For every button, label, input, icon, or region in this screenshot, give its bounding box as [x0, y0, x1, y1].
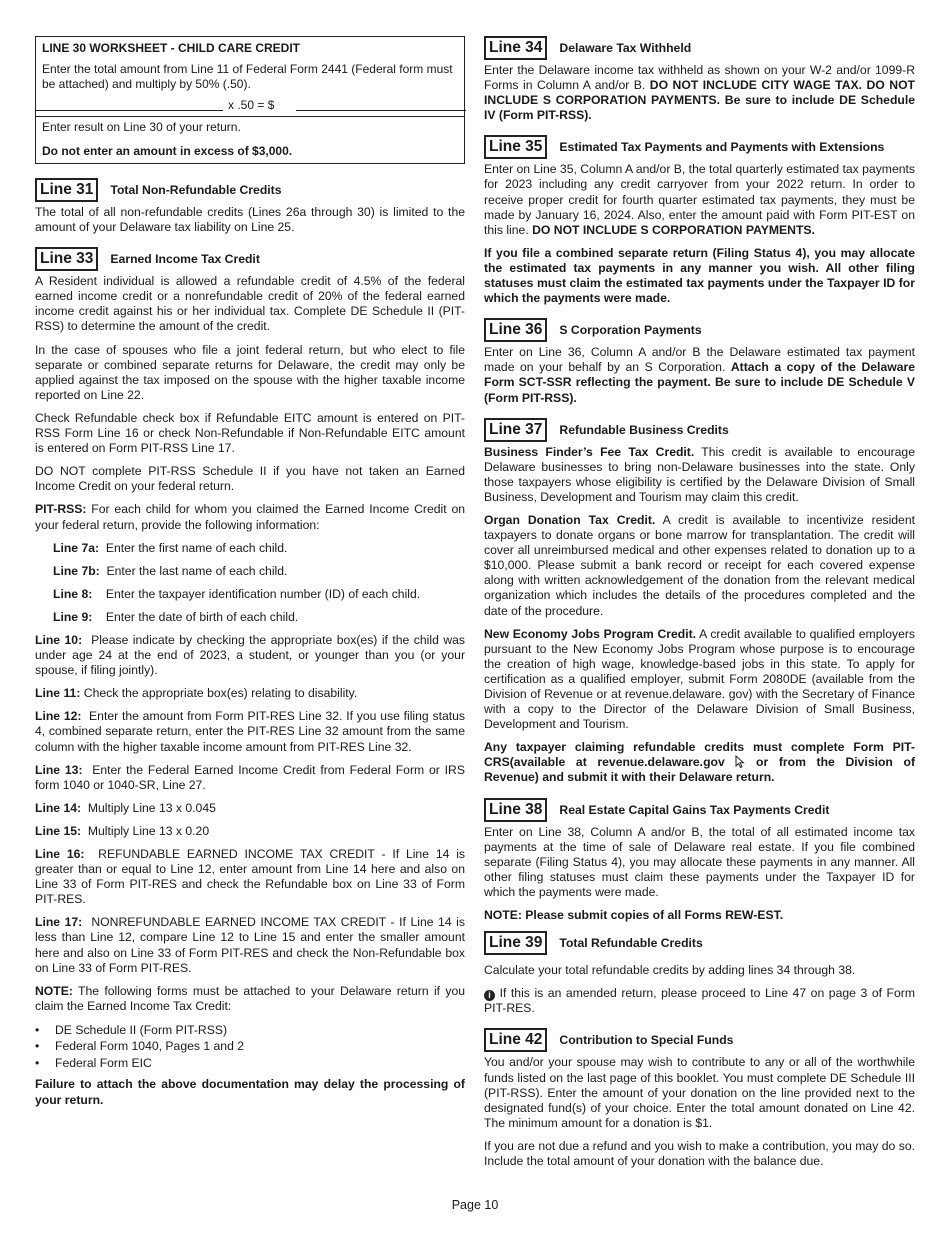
- line42-para-2: If you are not due a refund and you wish to make a contribution, you may do so. Include the total amount of your donation with the balance due.: [484, 1138, 915, 1168]
- line15-text: Multiply Line 13 x 0.20: [87, 823, 210, 838]
- line33-para-1: A Resident individual is allowed a refundable credit of 4.5% of the federal earned income credit or a nonrefundable credit of 20% of the federal earned income credit against his or her individual tax. Complete DE Schedule II (PIT-RSS) to determine the amount of the credit.: [35, 274, 465, 334]
- worksheet-amount-line: [36, 110, 223, 111]
- line38-note: NOTE: Please submit copies of all Forms REW-EST.: [484, 908, 784, 923]
- line35-title: Estimated Tax Payments and Payments with Extensions: [559, 140, 885, 155]
- line39-heading: [484, 931, 915, 955]
- pitrss-para: [35, 502, 465, 532]
- line10-item: [35, 633, 465, 678]
- business-finders-fee-text: This credit is available to encourage Delaware businesses to bring non-Delaware businesses into the state. Only those taxpayers whose eligibility is certified by the Delaware Division of Small Business, Development and Tourism may claim this credit.: [484, 444, 915, 504]
- line34-heading: [484, 36, 915, 60]
- line7b-item: [53, 564, 465, 579]
- line11-item: [35, 686, 465, 701]
- line38-heading: [484, 798, 915, 822]
- line8-item: [53, 587, 465, 602]
- list-item: • Federal Form EIC: [35, 1055, 465, 1072]
- line39-amended-text: If this is an amended return, please proceed to Line 47 on page 3 of Form PIT-RES.: [484, 986, 915, 1016]
- line11-text: Check the appropriate box(es) relating to disability.: [83, 686, 358, 701]
- line33-para-4: DO NOT complete PIT-RSS Schedule II if you have not taken an Earned Income Credit on your federal return.: [35, 464, 465, 494]
- line7b-label: Line 7b:: [53, 563, 100, 578]
- line34-text: [484, 63, 915, 123]
- line36-text: [484, 345, 915, 405]
- line37-heading: [484, 418, 915, 442]
- organ-donation-text: A credit is available to incentivize resident taxpayers to donate organs or bone marrow for transplantation. The credit will cover all unreimbursed medical and other expenses related to donation up to a $10,000. Please submit a bank record or receipt for each covered expense along with written acknowledgement of the donation from the relevant medical organization which includes the details of the procedures completed and the date of the procedure.: [484, 512, 915, 618]
- line10-label: Line 10:: [35, 632, 83, 647]
- worksheet-limit-note: Do not enter an amount in excess of $3,000.: [42, 144, 293, 158]
- worksheet-title: LINE 30 WORKSHEET - CHILD CARE CREDIT: [42, 41, 301, 55]
- list-item: • DE Schedule II (Form PIT-RSS): [35, 1022, 465, 1039]
- line8-label: Line 8:: [53, 586, 93, 601]
- line34-text-plain: Enter the Delaware income tax withheld as shown on your W-2 and/or 1099-R Forms in Column A and/or B.: [484, 63, 915, 93]
- line34-box: Line 34: [484, 36, 547, 60]
- info-icon: i: [484, 990, 495, 1001]
- worksheet-calculation: [36, 92, 464, 114]
- right-column: [484, 36, 915, 1177]
- required-forms-list: [35, 1022, 465, 1072]
- business-finders-fee-para: [484, 445, 915, 505]
- line16-text: REFUNDABLE EARNED INCOME TAX CREDIT - If Line 14 is greater than or equal to Line 12, enter amount from Line 14 here and also on Line 33 of Form PIT-RES and check the Refundable box on Line 33 of Form PIT-RES.: [35, 847, 465, 907]
- line7a-text: Enter the first name of each child.: [105, 540, 288, 555]
- line33-title: Earned Income Tax Credit: [110, 252, 260, 267]
- new-economy-jobs-para: [484, 627, 915, 733]
- refundable-credits-text-b: or from the Division of Revenue) and submit it with their Delaware return.: [484, 755, 916, 785]
- new-economy-jobs-label: New Economy Jobs Program Credit.: [484, 626, 697, 641]
- line31-text: The total of all non-refundable credits (Lines 26a through 30) is limited to the amount of your Delaware tax liability on Line 25.: [35, 205, 465, 235]
- worksheet-result-line: [296, 110, 466, 111]
- line7b-text: Enter the last name of each child.: [106, 563, 288, 578]
- line9-label: Line 9:: [53, 609, 93, 624]
- line11-label: Line 11:: [35, 686, 81, 701]
- line16-item: [35, 847, 465, 907]
- line31-title: Total Non-Refundable Credits: [110, 183, 282, 197]
- line9-text: Enter the date of birth of each child.: [105, 609, 299, 624]
- note-text: The following forms must be attached to your Delaware return if you claim the Earned Income Tax Credit:: [35, 983, 465, 1013]
- note-para: [35, 984, 465, 1014]
- line30-worksheet: [35, 36, 465, 164]
- line35-para-1: [484, 162, 915, 237]
- line17-text: NONREFUNDABLE EARNED INCOME TAX CREDIT - If Line 14 is less than Line 12, compare Line 12 to Line 15 and enter the smaller amount here and also on Line 33 of Form PIT-RES and check the Non-Refundable box on Line 33 of Form PIT-RES.: [35, 915, 465, 975]
- pitrss-label: PIT-RSS:: [35, 502, 87, 517]
- line12-label: Line 12:: [35, 709, 82, 724]
- line14-text: Multiply Line 13 x 0.045: [87, 800, 216, 815]
- worksheet-multiplier: x .50 = $: [228, 98, 275, 112]
- line35-text-plain: Enter on Line 35, Column A and/or B, the total quarterly estimated tax payments for 2023 including any credit carryover from your 2022 return. In order to receive proper credit for fourth quarter estimated tax payments, they must be made by January 16, 2024. Also, enter the amount paid with Form PIT-EST on this line.: [484, 162, 915, 237]
- line39-text: Calculate your total refundable credits by adding lines 34 through 38.: [484, 963, 856, 978]
- failure-warning: Failure to attach the above documentation may delay the processing of your return.: [35, 1077, 465, 1107]
- line42-para-1: You and/or your spouse may wish to contribute to any or all of the worthwhile funds listed on the last page of this booklet. You must complete DE Schedule III (PIT-RSS). Enter the amount of your donation on the line provided next to the designated fund(s) of your choice. Enter the total amount donated on Line 42. The minimum amount for a donation is $1.: [484, 1055, 915, 1130]
- line36-heading: [484, 318, 915, 342]
- refundable-credits-para: [484, 740, 915, 785]
- line31-heading: [35, 178, 465, 202]
- line42-title: Contribution to Special Funds: [559, 1033, 734, 1048]
- line33-box: Line 33: [35, 247, 98, 271]
- line16-label: Line 16:: [35, 847, 85, 861]
- line15-item: [35, 824, 465, 839]
- line9-item: [53, 610, 465, 625]
- line14-label: Line 14:: [35, 800, 82, 815]
- organ-donation-label: Organ Donation Tax Credit.: [484, 512, 656, 527]
- line36-text-plain: Enter on Line 36, Column A and/or B the Delaware estimated tax payment made on your behalf by an S Corporation.: [484, 345, 915, 375]
- line33-para-2: In the case of spouses who file a joint federal return, but who elect to file separate or combined separate returns for Delaware, the credit may only be applied against the tax imposed on the spouse with the higher taxable income reported on Line 22.: [35, 342, 465, 402]
- line37-title: Refundable Business Credits: [559, 422, 729, 437]
- line35-text-bold: DO NOT INCLUDE S CORPORATION PAYMENTS.: [532, 222, 815, 237]
- line34-title: Delaware Tax Withheld: [559, 41, 692, 55]
- worksheet-instruction: Enter the total amount from Line 11 of Federal Form 2441 (Federal form must be attached) and multiply by 50% (.50).: [42, 62, 453, 91]
- pitrss-text: For each child for whom you claimed the Earned Income Credit on your federal return, provide the following information:: [35, 502, 465, 532]
- line38-title: Real Estate Capital Gains Tax Payments Credit: [559, 802, 830, 817]
- line38-text: Enter on Line 38, Column A and/or B, the total of all estimated income tax payments at the time of sale of Delaware real estate. If you file combined separate (Filing Status 4), you may allocate these payments in any manner. All other filing statuses must claim these payments under the Taxpayer ID for which the payments were made.: [484, 824, 915, 899]
- line37-box: Line 37: [484, 418, 547, 442]
- line35-heading: [484, 135, 915, 159]
- line10-text: Please indicate by checking the appropriate box(es) if the child was under age 24 at the end of 2023, a student, or younger than you (or your spouse, if filing jointly).: [35, 632, 465, 678]
- line17-item: [35, 915, 465, 975]
- cursor-icon: [735, 755, 745, 768]
- line39-box: Line 39: [484, 931, 547, 955]
- left-column: [35, 36, 465, 1116]
- line35-para-2: If you file a combined separate return (Filing Status 4), you may allocate the estimated tax payments in any manner you wish. All other filing statuses must claim the estimated tax payments under the Taxpayer ID for which the payments were made.: [484, 245, 915, 306]
- line12-item: [35, 709, 465, 754]
- organ-donation-para: [484, 513, 915, 619]
- line39-title: Total Refundable Credits: [559, 936, 703, 951]
- worksheet-result-note: Enter result on Line 30 of your return.: [42, 120, 241, 134]
- line36-text-bold: Attach a copy of the Delaware Form SCT-SSR reflecting the payment. Be sure to include DE Schedule V (Form PIT-RSS).: [484, 360, 916, 405]
- line34-text-bold: DO NOT INCLUDE CITY WAGE TAX. DO NOT INCLUDE S CORPORATION PAYMENTS. Be sure to include DE Schedule IV (Form PIT-RSS).: [484, 78, 915, 123]
- line17-label: Line 17:: [35, 915, 83, 930]
- line31-box: Line 31: [35, 178, 98, 202]
- line33-heading: [35, 247, 465, 271]
- line36-title: S Corporation Payments: [559, 323, 702, 338]
- refundable-credits-text-a: Any taxpayer claiming refundable credits must complete Form PIT-CRS(available at: [484, 740, 915, 770]
- line7a-item: [53, 541, 465, 556]
- line12-text: Enter the amount from Form PIT-RES Line 32. If you use filing status 4, combined separate return, enter the PIT-RES Line 32 amount from the same column with the higher taxable income amount from PIT-RES Line 32.: [35, 709, 465, 754]
- line36-box: Line 36: [484, 318, 547, 342]
- page-number: Page 10: [451, 1198, 499, 1212]
- line7a-label: Line 7a:: [53, 540, 100, 555]
- line42-heading: [484, 1028, 915, 1052]
- line35-box: Line 35: [484, 135, 547, 159]
- note-label: NOTE:: [35, 983, 73, 998]
- line42-box: Line 42: [484, 1028, 547, 1052]
- list-item: • Federal Form 1040, Pages 1 and 2: [35, 1038, 465, 1055]
- business-finders-fee-label: Business Finder’s Fee Tax Credit.: [484, 444, 695, 459]
- line8-text: Enter the taxpayer identification number (ID) of each child.: [105, 586, 421, 601]
- line13-item: [35, 763, 465, 793]
- line15-label: Line 15:: [35, 823, 82, 838]
- line38-box: Line 38: [484, 798, 547, 822]
- revenue-link[interactable]: revenue.delaware.gov: [597, 755, 725, 770]
- line13-text: Enter the Federal Earned Income Credit from Federal Form or IRS form 1040 or 1040-SR, Line 27.: [35, 762, 465, 792]
- line14-item: [35, 801, 465, 816]
- line13-label: Line 13:: [35, 762, 83, 777]
- line33-para-3: Check Refundable check box if Refundable EITC amount is entered on PIT-RSS Form Line 16 or check Non-Refundable if Non-Refundable EITC amount is entered on Form PIT-RSS Line 17.: [35, 410, 465, 456]
- new-economy-jobs-text: A credit available to qualified employers pursuant to the New Economy Jobs Program whose purpose is to encourage the creation of high wage, knowledge-based jobs in this state. To apply for certification as a qualified employer, submit Form 2080DE (available from the Division of Revenue or at revenue.delaware. gov) with the Secretary of Finance with a copy to the Director of the Delaware Division of Small Business, Development and Tourism.: [484, 626, 916, 732]
- line39-amended-note: [484, 986, 915, 1016]
